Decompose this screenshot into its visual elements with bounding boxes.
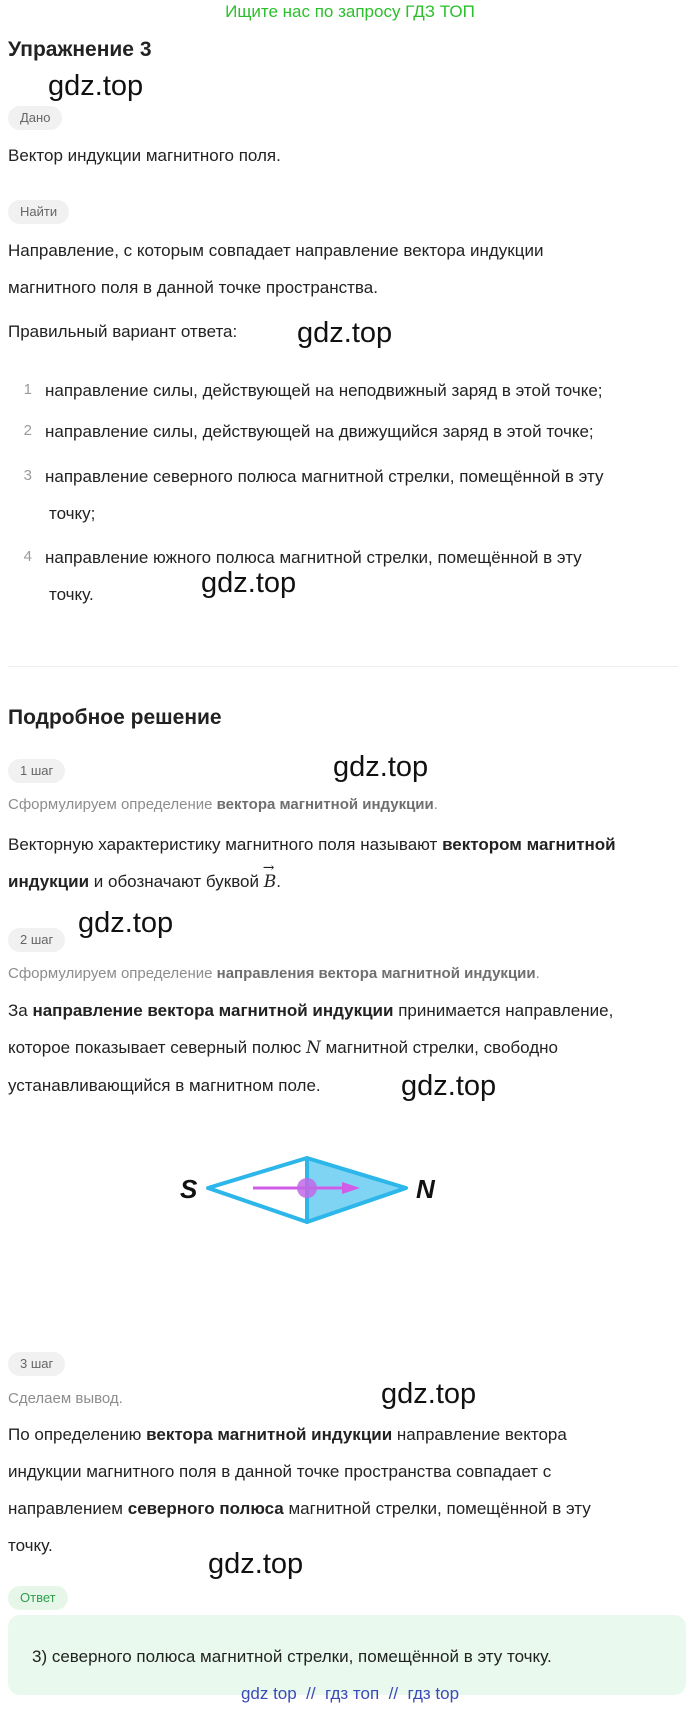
step-note: Сформулируем определение направления вектора магнитной индукции.: [8, 965, 540, 982]
watermark: gdz.top: [208, 1548, 304, 1580]
find-line-1: Направление, с которым совпадает направление вектора индукции: [8, 241, 544, 260]
needle-south-half: [208, 1158, 307, 1222]
search-banner: Ищите нас по запросу ГДЗ ТОП: [225, 2, 475, 21]
section-divider: [8, 666, 678, 667]
needle-north-half: [307, 1158, 406, 1222]
given-text: Вектор индукции магнитного поля.: [8, 146, 281, 165]
option-line: направление северного полюса магнитной стрелки, помещённой в эту: [45, 467, 604, 486]
option-item: направление силы, действующей на неподвижный заряд в этой точке;: [45, 381, 603, 400]
step-chip: 3 шаг: [8, 1352, 65, 1376]
footer-links[interactable]: gdz top // гдз топ // гдз top: [240, 1684, 460, 1703]
watermark: gdz.top: [381, 1378, 477, 1410]
needle-pivot: [297, 1178, 317, 1198]
north-symbol: N: [306, 1038, 321, 1058]
find-line-2: магнитного поля в данной точке пространства.: [8, 278, 378, 297]
magnetic-needle-figure: [170, 1150, 450, 1230]
step-text: Векторную характеристику магнитного поля называют вектором магнитной индукции и обозначают буквой → B.: [8, 826, 673, 901]
step-chip: 1 шаг: [8, 759, 65, 783]
option-line: точку.: [49, 585, 94, 604]
watermark: gdz.top: [48, 70, 144, 102]
option-number: 4: [23, 548, 32, 565]
option-line: точку;: [49, 504, 96, 523]
watermark: gdz.top: [333, 751, 429, 783]
option-number: 2: [23, 422, 32, 439]
south-label: S: [180, 1174, 198, 1204]
watermark: gdz.top: [78, 907, 174, 939]
option-item: направление силы, действующей на движущийся заряд в этой точке;: [45, 422, 594, 441]
correct-answer-prompt: Правильный вариант ответа:: [8, 322, 238, 341]
option-number: 1: [23, 381, 32, 398]
vector-b-symbol: → B: [264, 864, 277, 901]
answer-text: 3) северного полюса магнитной стрелки, помещённой в эту точку.: [32, 1647, 552, 1666]
watermark: gdz.top: [201, 567, 297, 599]
find-chip: Найти: [8, 200, 69, 224]
find-text: [8, 232, 673, 306]
step-note: Сделаем вывод.: [8, 1390, 123, 1407]
step-text: По определению вектора магнитной индукции направление вектора индукции магнитного поля в данной точке пространства совпадает с направлением северного полюса магнитной стрелки, помещённой в эту точку.: [8, 1425, 591, 1555]
option-item: [45, 458, 675, 532]
option-line: направление южного полюса магнитной стрелки, помещённой в эту: [45, 548, 582, 567]
exercise-title: Упражнение 3: [8, 38, 152, 61]
step-text: За направление вектора магнитной индукции принимается направление, которое показывает северный полюс N магнитной стрелки, свободно устанавливающийся в магнитном поле.: [8, 1001, 614, 1095]
north-label: N: [416, 1174, 435, 1204]
solution-title: Подробное решение: [8, 706, 222, 729]
given-chip: Дано: [8, 106, 62, 130]
answer-chip: Ответ: [8, 1586, 68, 1610]
step-note: Сформулируем определение вектора магнитной индукции.: [8, 796, 438, 813]
watermark: gdz.top: [401, 1070, 497, 1102]
option-number: 3: [23, 467, 32, 484]
step-chip: 2 шаг: [8, 928, 65, 952]
option-item: [45, 539, 675, 613]
watermark: gdz.top: [297, 317, 393, 349]
